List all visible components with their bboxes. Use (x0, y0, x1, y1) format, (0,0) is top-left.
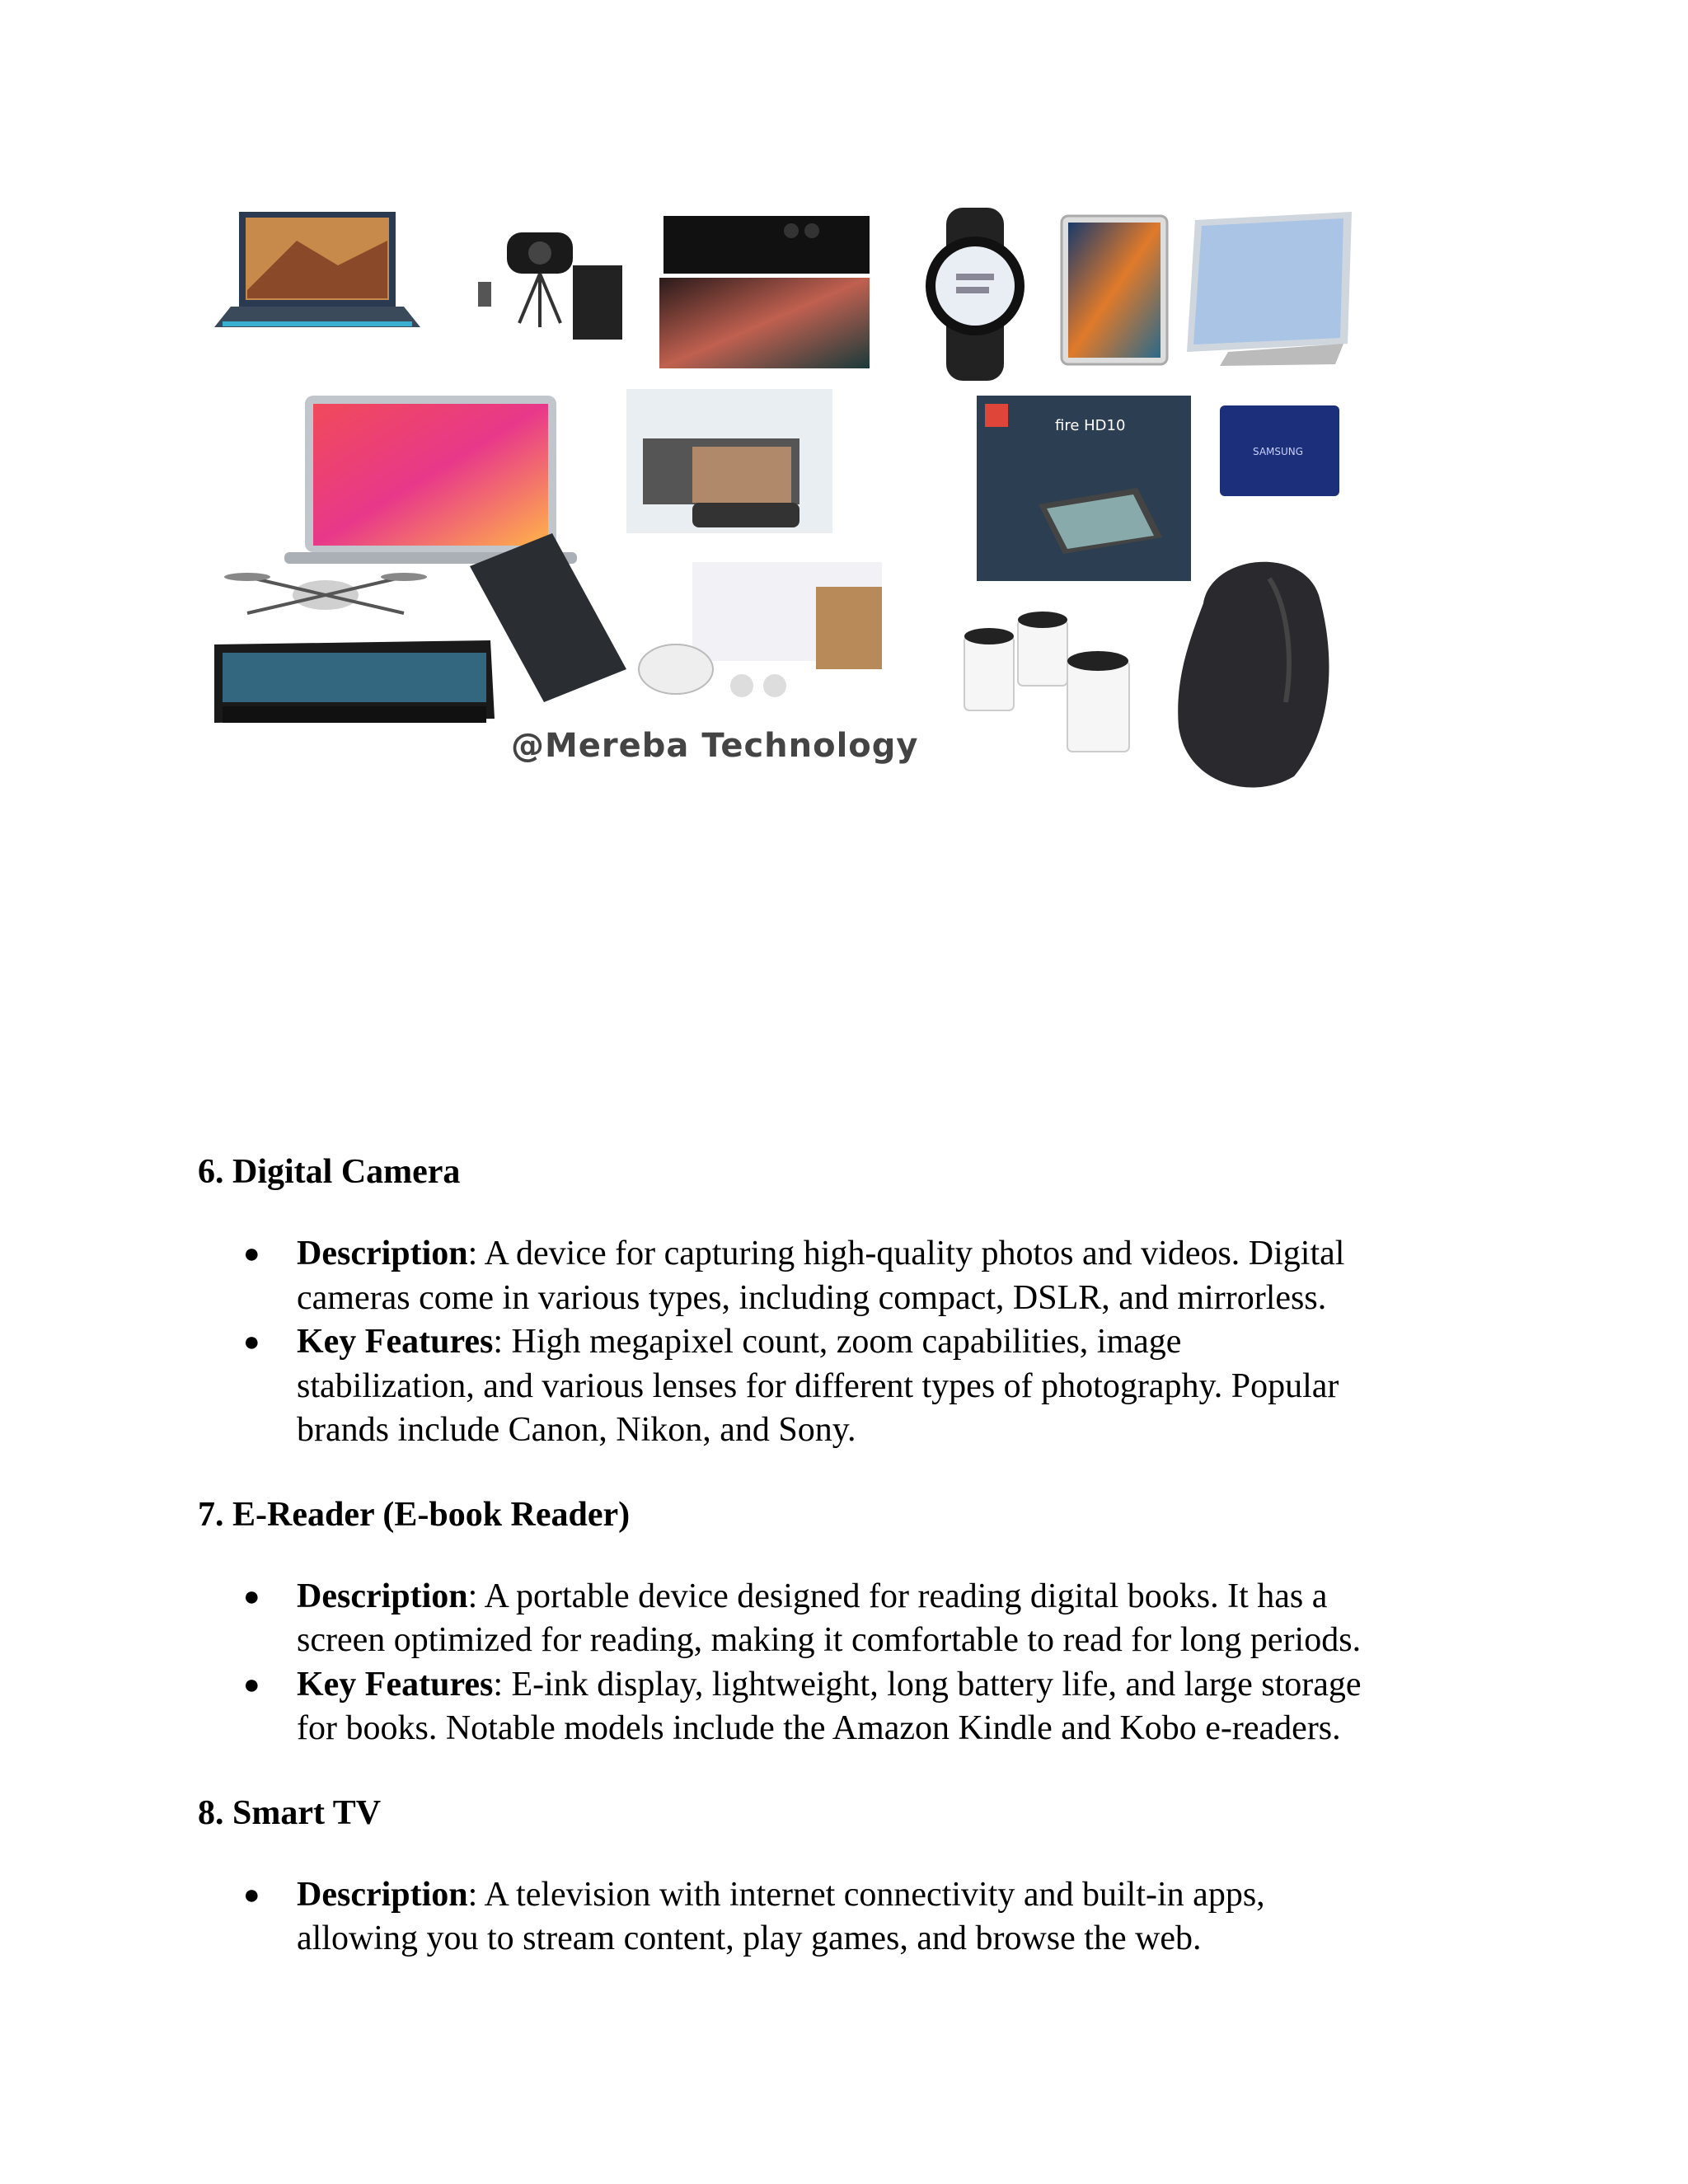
fire-tablet-box-icon (977, 396, 1191, 581)
item-text: : A device for capturing high-quality photos and videos. Digital (467, 1235, 1345, 1272)
mouse-icon (1178, 562, 1329, 788)
item-label: Key Features (297, 1323, 494, 1361)
ssd-label: SAMSUNG (1253, 446, 1304, 457)
item-label: Description (297, 1875, 468, 1914)
bullet-icon: ● (243, 1327, 260, 1357)
item-text: : High megapixel count, zoom capabilities, image (493, 1323, 1182, 1361)
item-label: Description (297, 1235, 468, 1272)
item-label: Description (297, 1577, 468, 1615)
fire-box-label: fire HD10 (1055, 417, 1126, 434)
webcam-icon (478, 232, 622, 340)
image-watermark: @Mereba Technology (511, 727, 919, 765)
list-item (198, 1575, 1517, 1663)
list-item (198, 1232, 1517, 1320)
keyboard-icon (214, 640, 495, 723)
surface-tablet-icon (1187, 212, 1352, 366)
section-title-smart-tv: 8. Smart TV (198, 1793, 382, 1832)
smart-display-icon (626, 389, 832, 533)
list-item (198, 1663, 1517, 1751)
item-text: : A television with internet connectivity and built-in apps, (467, 1875, 1265, 1914)
item-text: allowing you to stream content, play games, and browse the web. (297, 1919, 1202, 1957)
devices-collage-image (198, 191, 1368, 801)
devices-collage-svg (198, 191, 1368, 801)
bullet-icon: ● (243, 1879, 260, 1910)
bullet-list (198, 1873, 1517, 1961)
item-text: brands include Canon, Nikon, and Sony. (297, 1411, 856, 1449)
bullet-list (198, 1232, 1517, 1453)
item-text: cameras come in various types, including compact, DSLR, and mirrorless. (297, 1278, 1327, 1317)
section-title-e-reader: 7. E-Reader (E-book Reader) (198, 1495, 631, 1534)
bullet-icon: ● (243, 1581, 260, 1612)
item-text: stabilization, and various lenses for different types of photography. Popular (297, 1366, 1339, 1405)
item-text: screen optimized for reading, making it comfortable to read for long periods. (297, 1621, 1362, 1659)
smartwatch-icon (926, 208, 1025, 381)
bullet-list (198, 1575, 1517, 1751)
laptop-icon (214, 212, 420, 327)
portable-ssd-icon (1220, 405, 1339, 496)
mesh-wifi-icon (964, 612, 1129, 752)
item-text: : E-ink display, lightweight, long battery life, and large storage (493, 1665, 1362, 1704)
document-content (198, 1150, 1517, 2001)
tablet-icon (1062, 216, 1167, 364)
vr-headset-icon (639, 562, 882, 697)
item-label: Key Features (297, 1665, 494, 1704)
item-text: for books. Notable models include the Amazon Kindle and Kobo e-readers. (297, 1709, 1341, 1747)
list-item (198, 1320, 1517, 1453)
bullet-icon: ● (243, 1239, 260, 1269)
power-bank-icon (470, 533, 626, 702)
macbook-icon (284, 396, 577, 564)
item-text: : A portable device designed for reading digital books. It has a (467, 1577, 1328, 1615)
drone-icon (224, 573, 427, 613)
bullet-icon: ● (243, 1669, 260, 1700)
section-title-digital-camera: 6. Digital Camera (198, 1153, 461, 1191)
list-item (198, 1873, 1517, 1961)
smartphone-icon (659, 216, 870, 368)
